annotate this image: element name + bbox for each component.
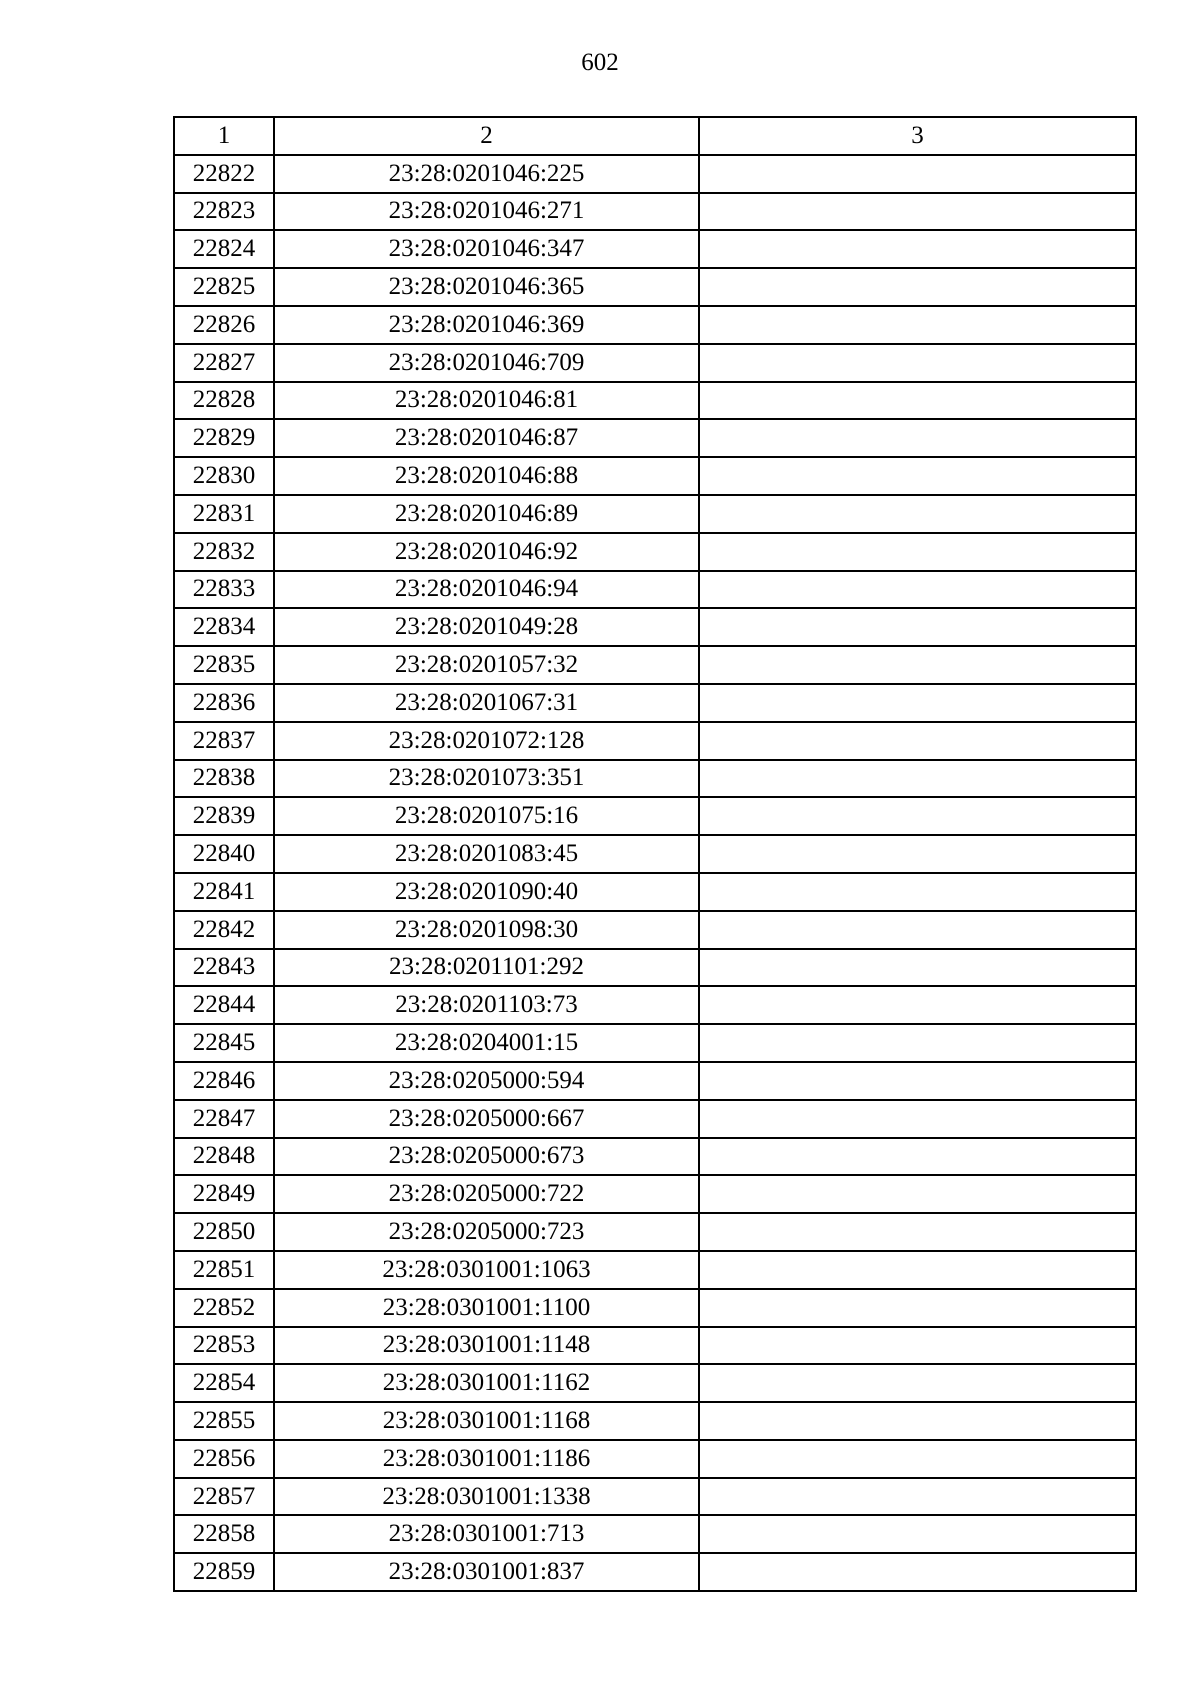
row-number-cell: 22824 — [174, 230, 274, 268]
notes-cell — [699, 1138, 1136, 1176]
notes-cell — [699, 1515, 1136, 1553]
row-number-cell: 22848 — [174, 1138, 274, 1176]
table-row — [174, 835, 1136, 873]
notes-cell — [699, 1553, 1136, 1591]
row-number-cell: 22836 — [174, 684, 274, 722]
cadastral-number-cell: 23:28:0201075:16 — [274, 797, 699, 835]
cadastral-number-cell: 23:28:0205000:673 — [274, 1138, 699, 1176]
cadastral-number-cell: 23:28:0201067:31 — [274, 684, 699, 722]
notes-cell — [699, 986, 1136, 1024]
notes-cell — [699, 1251, 1136, 1289]
table-body — [174, 155, 1136, 1591]
notes-cell — [699, 571, 1136, 609]
cadastral-number-cell: 23:28:0201046:87 — [274, 419, 699, 457]
table-row — [174, 155, 1136, 193]
notes-cell — [699, 419, 1136, 457]
row-number-cell: 22825 — [174, 268, 274, 306]
cadastral-number-cell: 23:28:0201046:709 — [274, 344, 699, 382]
row-number-cell: 22829 — [174, 419, 274, 457]
table-row — [174, 306, 1136, 344]
table-row — [174, 1515, 1136, 1553]
notes-cell — [699, 193, 1136, 231]
notes-cell — [699, 268, 1136, 306]
row-number-cell: 22859 — [174, 1553, 274, 1591]
row-number-cell: 22855 — [174, 1402, 274, 1440]
cadastral-number-cell: 23:28:0205000:723 — [274, 1213, 699, 1251]
page-number: 602 — [581, 49, 619, 76]
notes-cell — [699, 949, 1136, 987]
cadastral-number-cell: 23:28:0205000:667 — [274, 1100, 699, 1138]
table-row — [174, 1175, 1136, 1213]
notes-cell — [699, 684, 1136, 722]
notes-cell — [699, 1100, 1136, 1138]
table-row — [174, 1478, 1136, 1516]
cadastral-number-cell: 23:28:0301001:837 — [274, 1553, 699, 1591]
cadastral-number-cell: 23:28:0201046:225 — [274, 155, 699, 193]
row-number-cell: 22832 — [174, 533, 274, 571]
table-row — [174, 1402, 1136, 1440]
table-row — [174, 419, 1136, 457]
row-number-cell: 22837 — [174, 722, 274, 760]
cadastral-number-cell: 23:28:0201049:28 — [274, 608, 699, 646]
table-row — [174, 571, 1136, 609]
row-number-cell: 22852 — [174, 1289, 274, 1327]
row-number-cell: 22853 — [174, 1327, 274, 1365]
cadastral-number-cell: 23:28:0301001:1338 — [274, 1478, 699, 1516]
cadastral-number-cell: 23:28:0201072:128 — [274, 722, 699, 760]
notes-cell — [699, 1289, 1136, 1327]
row-number-cell: 22826 — [174, 306, 274, 344]
cadastral-number-cell: 23:28:0301001:1186 — [274, 1440, 699, 1478]
cadastral-number-cell: 23:28:0201073:351 — [274, 760, 699, 798]
row-number-cell: 22842 — [174, 911, 274, 949]
notes-cell — [699, 1364, 1136, 1402]
table-row — [174, 344, 1136, 382]
notes-cell — [699, 230, 1136, 268]
row-number-cell: 22830 — [174, 457, 274, 495]
notes-cell — [699, 495, 1136, 533]
notes-cell — [699, 1478, 1136, 1516]
row-number-cell: 22833 — [174, 571, 274, 609]
notes-cell — [699, 797, 1136, 835]
table-row — [174, 760, 1136, 798]
notes-cell — [699, 911, 1136, 949]
cadastral-number-cell: 23:28:0201046:89 — [274, 495, 699, 533]
notes-cell — [699, 835, 1136, 873]
row-number-cell: 22856 — [174, 1440, 274, 1478]
cadastral-number-cell: 23:28:0201046:365 — [274, 268, 699, 306]
notes-cell — [699, 608, 1136, 646]
cadastral-number-cell: 23:28:0201103:73 — [274, 986, 699, 1024]
row-number-cell: 22847 — [174, 1100, 274, 1138]
table-row — [174, 873, 1136, 911]
table-row — [174, 1327, 1136, 1365]
notes-cell — [699, 1440, 1136, 1478]
table-row — [174, 1364, 1136, 1402]
row-number-cell: 22849 — [174, 1175, 274, 1213]
table-row — [174, 684, 1136, 722]
row-number-cell: 22850 — [174, 1213, 274, 1251]
table-header-row — [174, 117, 1136, 155]
column-header-3: 3 — [699, 117, 1136, 155]
row-number-cell: 22857 — [174, 1478, 274, 1516]
row-number-cell: 22835 — [174, 646, 274, 684]
row-number-cell: 22831 — [174, 495, 274, 533]
row-number-cell: 22844 — [174, 986, 274, 1024]
notes-cell — [699, 457, 1136, 495]
table-row — [174, 230, 1136, 268]
table-row — [174, 1138, 1136, 1176]
cadastral-number-cell: 23:28:0301001:1162 — [274, 1364, 699, 1402]
table-row — [174, 1289, 1136, 1327]
cadastral-number-cell: 23:28:0201090:40 — [274, 873, 699, 911]
cadastral-number-cell: 23:28:0201046:88 — [274, 457, 699, 495]
cadastral-number-cell: 23:28:0201046:94 — [274, 571, 699, 609]
table-row — [174, 533, 1136, 571]
notes-cell — [699, 533, 1136, 571]
notes-cell — [699, 1402, 1136, 1440]
cadastral-number-cell: 23:28:0201057:32 — [274, 646, 699, 684]
cadastral-number-cell: 23:28:0201046:347 — [274, 230, 699, 268]
table-row — [174, 1062, 1136, 1100]
table-row — [174, 495, 1136, 533]
row-number-cell: 22828 — [174, 382, 274, 420]
cadastral-number-cell: 23:28:0201046:369 — [274, 306, 699, 344]
cadastral-number-cell: 23:28:0204001:15 — [274, 1024, 699, 1062]
row-number-cell: 22827 — [174, 344, 274, 382]
cadastral-number-cell: 23:28:0201083:45 — [274, 835, 699, 873]
notes-cell — [699, 306, 1136, 344]
cadastral-number-cell: 23:28:0201098:30 — [274, 911, 699, 949]
table-row — [174, 382, 1136, 420]
row-number-cell: 22823 — [174, 193, 274, 231]
row-number-cell: 22841 — [174, 873, 274, 911]
table-row — [174, 268, 1136, 306]
cadastral-number-cell: 23:28:0201046:81 — [274, 382, 699, 420]
cadastral-number-cell: 23:28:0301001:713 — [274, 1515, 699, 1553]
table-row — [174, 1440, 1136, 1478]
cadastral-number-cell: 23:28:0205000:594 — [274, 1062, 699, 1100]
row-number-cell: 22834 — [174, 608, 274, 646]
table-row — [174, 1251, 1136, 1289]
row-number-cell: 22840 — [174, 835, 274, 873]
notes-cell — [699, 873, 1136, 911]
table-row — [174, 457, 1136, 495]
cadastral-table — [173, 116, 1137, 1592]
cadastral-number-cell: 23:28:0201046:92 — [274, 533, 699, 571]
notes-cell — [699, 1327, 1136, 1365]
table-row — [174, 797, 1136, 835]
table-row — [174, 608, 1136, 646]
table-row — [174, 1100, 1136, 1138]
table-row — [174, 911, 1136, 949]
row-number-cell: 22854 — [174, 1364, 274, 1402]
notes-cell — [699, 760, 1136, 798]
row-number-cell: 22858 — [174, 1515, 274, 1553]
cadastral-number-cell: 23:28:0301001:1063 — [274, 1251, 699, 1289]
row-number-cell: 22851 — [174, 1251, 274, 1289]
notes-cell — [699, 646, 1136, 684]
notes-cell — [699, 1213, 1136, 1251]
table-row — [174, 949, 1136, 987]
cadastral-number-cell: 23:28:0201101:292 — [274, 949, 699, 987]
notes-cell — [699, 1024, 1136, 1062]
table-row — [174, 722, 1136, 760]
table-row — [174, 1024, 1136, 1062]
row-number-cell: 22846 — [174, 1062, 274, 1100]
row-number-cell: 22822 — [174, 155, 274, 193]
notes-cell — [699, 722, 1136, 760]
cadastral-number-cell: 23:28:0205000:722 — [274, 1175, 699, 1213]
notes-cell — [699, 344, 1136, 382]
row-number-cell: 22845 — [174, 1024, 274, 1062]
table-row — [174, 193, 1136, 231]
table-row — [174, 1213, 1136, 1251]
column-header-1: 1 — [174, 117, 274, 155]
cadastral-number-cell: 23:28:0301001:1100 — [274, 1289, 699, 1327]
cadastral-number-cell: 23:28:0301001:1168 — [274, 1402, 699, 1440]
row-number-cell: 22838 — [174, 760, 274, 798]
row-number-cell: 22839 — [174, 797, 274, 835]
table-row — [174, 646, 1136, 684]
notes-cell — [699, 1175, 1136, 1213]
notes-cell — [699, 1062, 1136, 1100]
table-row — [174, 986, 1136, 1024]
cadastral-number-cell: 23:28:0201046:271 — [274, 193, 699, 231]
notes-cell — [699, 382, 1136, 420]
row-number-cell: 22843 — [174, 949, 274, 987]
column-header-2: 2 — [274, 117, 699, 155]
table-row — [174, 1553, 1136, 1591]
notes-cell — [699, 155, 1136, 193]
cadastral-number-cell: 23:28:0301001:1148 — [274, 1327, 699, 1365]
